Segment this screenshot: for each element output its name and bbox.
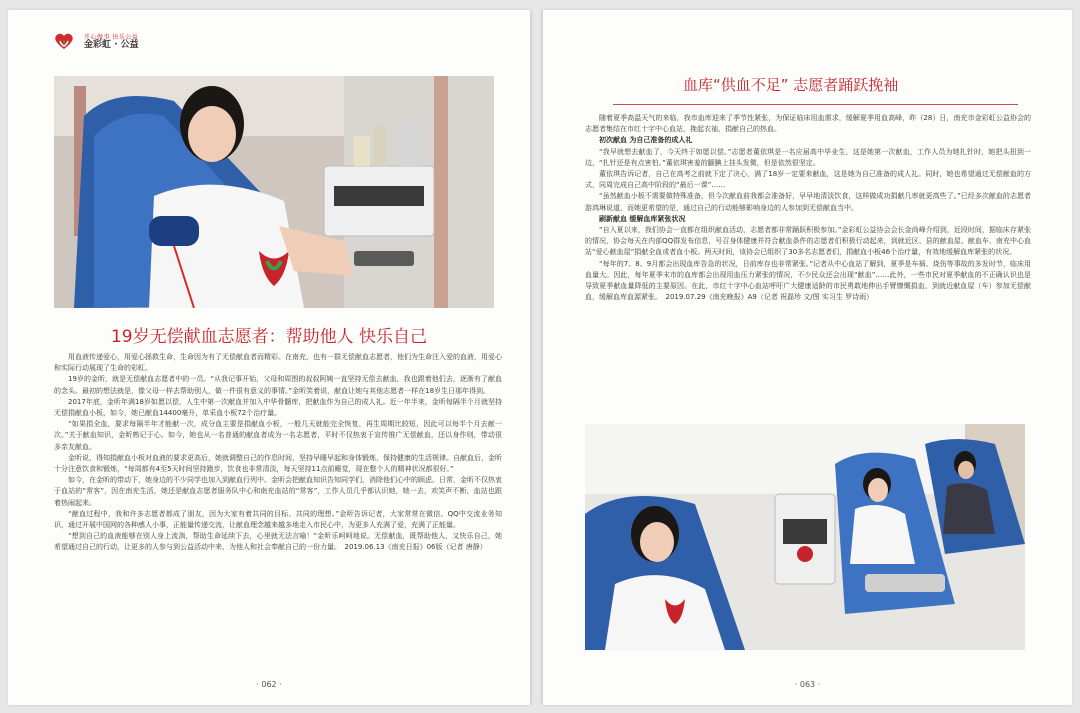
- right-article-body: [585, 113, 1031, 303]
- right-paragraph: “每年的7、8、9月都会出现血库告急的状况，日前库存也非常紧张。”记者从中心血站了解到，夏季是车祸、烧伤等事故的多发时节，临床用血量大。因此，每年夏季末市的血库都会出现用血压力紧张的情况，不少民众还会出现“献血”……此外，一些市民对夏季献血的不正确认识也是导致夏季献血量降低的主要原因。在此，市红十字中心血站呼吁广大健康适龄的市民勇敢地伸出手臂慷慨捐血，到就近献血屋（车）参加无偿献血，缓解血库血源紧张。 2019.07.29《南充晚报》A9（记者 祝磊珍 文/图 实习生 罗诗雨）: [585, 259, 1031, 302]
- donor-photo: [54, 76, 494, 308]
- right-paragraph: “自入夏以来，我们协会一直都在组织献血活动，志愿者都非常踊跃积极参加。”金彩虹公益协会会长金尚峰介绍到，近段时间，据临床存紧张的情况，协会每天在内部QQ群发布信息，号召身体健康并符合献血条件的志愿者们积极行动起来，到就近区、县的献血屋、献血车、南充中心血站“爱心献血屋”捐献全血或者血小板。两天时间，该协会已组织了30多名志愿者们，捐献血小板46个治疗量，有效地缓解血库紧张的状况。: [585, 226, 1031, 257]
- left-paragraph: 2017年底，金昕年满18岁如愿以偿，人生中第一次献血并加入中华骨髓库，把献血作为自己的成人礼。近一年半来，金昕每隔半个月就坚持无偿捐献血小板，如今，她已献血14400毫升，单采血小板72个治疗量。: [54, 397, 502, 418]
- volunteers-photo: [585, 424, 1025, 650]
- right-page: [543, 10, 1072, 705]
- right-paragraph: “我早就想去献血了，今天终于如愿以偿。”志愿者董依琪是一名应届高中毕业生，这是她第一次献血，工作人员为她扎针时，她把头扭到一边，“扎针还是有点害怕。”董依琪害羞的腼腆上挂头发微，但是依然很坚定。: [585, 147, 1031, 167]
- section-heading: 初次献血 为自己准备的成人礼: [599, 136, 693, 145]
- left-paragraph: 如今，在金昕的带动下，她身边的不少同学也加入到献血行列中。金昕会把献血知识告知同学们，消除他们心中的顾虑。日常，金昕不仅热衷于血站的“常客”，因在南充生活，她还是献血志愿者服务队中心和南充血站的“常客”，工作人员几乎都认识她，她一去，欢笑声不断，血站也跟着热闹起来。: [54, 476, 502, 507]
- left-page: [8, 10, 530, 705]
- page-number-right: · 063 ·: [794, 680, 821, 689]
- masthead-slogan: 开心做事 快乐公益: [84, 33, 139, 41]
- section-heading: 刷新献血 缓解血库紧张状况: [599, 214, 686, 223]
- right-paragraph: “虽然献血小板不需要做特殊准备，但今次献血前我都会准备好，早早地清淡饮食，这样做成功捐献几率就更高些了。”已经多次献血的志愿者游鸿琳说道，而她更希望的是，通过自己的行动能够影响身边的人参加到无偿献血当中。: [585, 192, 1031, 212]
- left-paragraph: 金昕说，得知捐献血小板对血液的要求更高后，她就调整自己的作息时间，坚持早睡早起和身体锻炼，保持健康的生活规律。自献血后，金昕十分注意饮食和锻炼，“每周都有4至5天时间坚持跑步，饮食也非常清淡，每天坚持11点前睡觉，现在整个人的精神状况都很好。”: [54, 453, 502, 474]
- right-paragraph: 董依琪告诉记者，自己在高考之前就下定了决心，满了18岁一定要来献血，这是她为自己准备的成人礼。同时，她也希望通过无偿献血的方式，同周完成自己高中阶段的“最后一课”……: [585, 170, 1031, 190]
- left-article-body: [54, 352, 502, 554]
- title-divider: [613, 104, 1018, 105]
- page-number-left: · 062 ·: [256, 680, 282, 689]
- left-article-title: 19岁无偿献血志愿者：帮助他人 快乐自己: [110, 327, 428, 347]
- heart-logo-icon: [54, 32, 78, 54]
- masthead: [54, 32, 139, 54]
- left-paragraph: 19岁的金昕，就是无偿献血志愿者中的一员。“从我记事开始，父母和周围的叔叔阿姨一直坚持无偿去献血，我也跟着他们去，逐渐有了献血的念头。最初的想法就是，像父母一样去帮助别人，做一件很有意义的事情。”金昕笑着说，献血让她与其他志愿者一样在18岁生日那年得到。: [54, 375, 502, 395]
- masthead-name: 金彩虹 · 公益: [84, 40, 139, 51]
- left-paragraph: “如果捐全血，要求每隔半年才能献一次，成分血主要是捐献血小板，一般几天就能完全恢复，再生周期比较短，因此可以每半个月去献一次。”关于献血知识，金昕熟记于心。如今，她也从一名普通的献血者成为一名志愿者，平时不仅热衷于宣传推广无偿献血，还以身作则，带动很多亲友献血。: [54, 420, 502, 451]
- left-paragraph: 用血液传递爱心，用爱心拯救生命，生命因为有了无偿献血者而精彩。在南充，也有一群无偿献血志愿者，他们为生命注入爱的血液，用爱心和实际行动展现了生命的彩虹。: [54, 353, 502, 373]
- left-paragraph: “献血过程中，我和许多志愿者都成了朋友，因为大家有着共同的目标、共同的理想。”金昕告诉记者，大家常常在微信、QQ中交流业务知识，通过开展中国网的各种感人小事，正能量传递交流，让献血理念越来越多地走入市民心中，为更多人充满了爱，充满了正能量。: [54, 509, 502, 530]
- right-article-title: 血库“供血不足” 志愿者踊跃挽袖: [683, 76, 899, 94]
- left-paragraph: “想到自己的血液能够在别人身上流淌，帮助生命延续下去，心里就无法言喻！”金昕乐呵呵地说。无偿献血，既帮助他人，又快乐自己，她希望通过自己的行动，让更多的人参与到公益活动中来，为他人和社会奉献自己的一份力量。 2019.06.13《南充日报》06版（记者 唐静）: [54, 532, 502, 552]
- right-paragraph: 随着夏季高温天气的来临，我市血库迎来了季节性紧张，为保证临床用血需求，缓解夏季用血高峰，昨（28）日，南充市金彩虹公益协会的志愿者集结在市红十字中心血站，挽起衣袖，捐献自己的热血。: [585, 114, 1031, 134]
